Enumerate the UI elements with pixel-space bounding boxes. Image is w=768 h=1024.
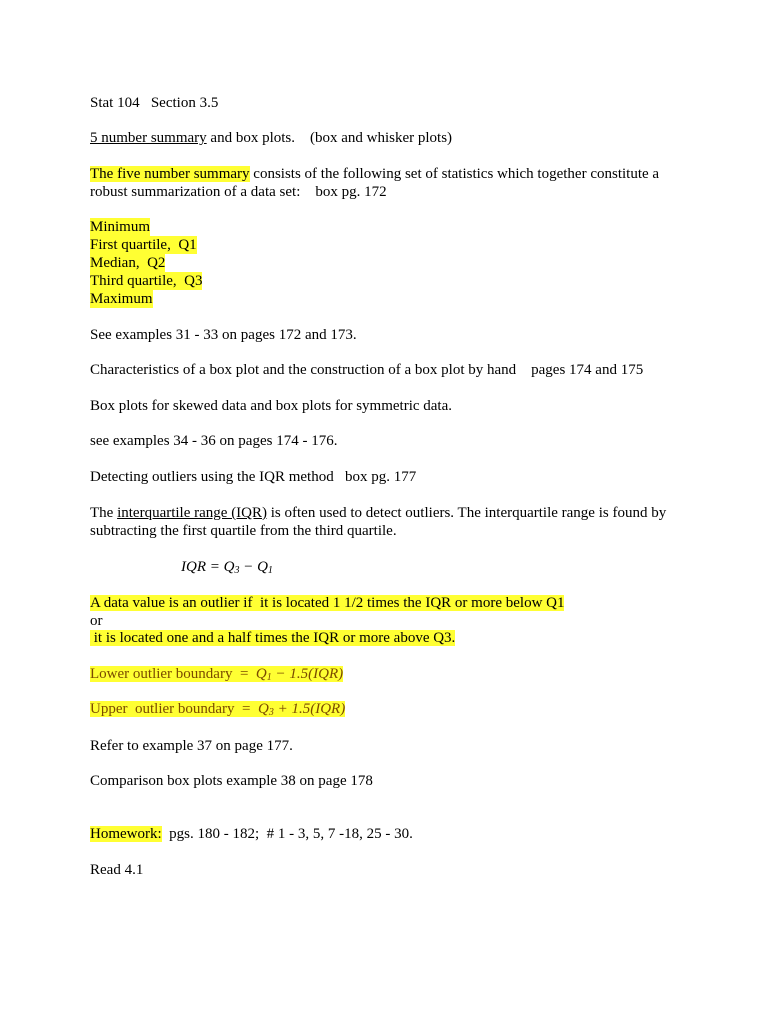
five-number-line-1 bbox=[90, 165, 659, 183]
comparison-paragraph: Comparison box plots example 38 on page 178 bbox=[90, 773, 373, 789]
formula-sub-1: 1 bbox=[267, 565, 273, 576]
stat-maximum: Maximum bbox=[90, 291, 153, 307]
course-heading bbox=[90, 94, 218, 112]
formula-lhs: IQR = Q bbox=[181, 559, 235, 575]
topic-line bbox=[90, 129, 452, 147]
five-number-line-2: robust summarization of a data set: box pg. 172 bbox=[90, 184, 387, 200]
lower-q: Q bbox=[255, 666, 267, 682]
upper-boundary-line bbox=[90, 700, 345, 718]
examples-34-paragraph: see examples 34 - 36 on pages 174 - 176. bbox=[90, 433, 338, 449]
upper-q: Q bbox=[258, 701, 269, 717]
skewed-paragraph: Box plots for skewed data and box plots for symmetric data. bbox=[90, 398, 453, 414]
outlier-rule-or: or bbox=[90, 613, 103, 629]
example-37-paragraph: Refer to example 37 on page 177. bbox=[90, 738, 293, 754]
lower-rest: − 1.5(IQR) bbox=[271, 666, 344, 682]
lower-boundary-line bbox=[90, 665, 343, 683]
outlier-rule-text-3: it is located one and a half times the IQR or more above Q3. bbox=[90, 630, 456, 646]
upper-boundary-highlight bbox=[90, 701, 345, 717]
five-number-highlight: The five number summary bbox=[90, 166, 250, 182]
stat-median: Median, Q2 bbox=[90, 255, 166, 271]
upper-rest: + 1.5(IQR) bbox=[273, 701, 346, 717]
section-number: Section 3.5 bbox=[150, 95, 219, 111]
lower-boundary-label: Lower outlier boundary = bbox=[90, 666, 256, 682]
homework-label: Homework: bbox=[90, 826, 162, 842]
stat-first-quartile: First quartile, Q1 bbox=[90, 237, 197, 253]
five-number-rest: consists of the following set of statistics which together constitute a bbox=[249, 166, 660, 182]
stat-third-quartile: Third quartile, Q3 bbox=[90, 273, 203, 289]
outlier-rule-text-1: A data value is an outlier if it is located 1 1/2 times the IQR or more below Q1 bbox=[90, 595, 565, 611]
lower-sub: 1 bbox=[266, 672, 272, 683]
formula-sub-3: 3 bbox=[234, 565, 240, 576]
outliers-paragraph: Detecting outliers using the IQR method box pg. 177 bbox=[90, 469, 417, 485]
iqr-pre: The bbox=[90, 505, 118, 521]
outlier-rule-line-1 bbox=[90, 594, 564, 612]
iqr-line-1 bbox=[90, 504, 666, 522]
upper-sub: 3 bbox=[268, 707, 274, 718]
stat-minimum: Minimum bbox=[90, 219, 151, 235]
formula-minus: − Q bbox=[239, 559, 268, 575]
characteristics-paragraph: Characteristics of a box plot and the construction of a box plot by hand pages 174 and 175 bbox=[90, 362, 644, 378]
lower-boundary-highlight bbox=[90, 666, 343, 682]
iqr-formula bbox=[181, 558, 273, 576]
upper-boundary-label: Upper outlier boundary = bbox=[90, 701, 259, 717]
read-line: Read 4.1 bbox=[90, 862, 144, 878]
topic-underlined: 5 number summary bbox=[90, 130, 207, 146]
homework-text: pgs. 180 - 182; # 1 - 3, 5, 7 -18, 25 - 30. bbox=[161, 826, 413, 842]
iqr-line-2: subtracting the first quartile from the third quartile. bbox=[90, 523, 397, 539]
iqr-term: interquartile range (IQR) bbox=[117, 505, 268, 521]
homework-line bbox=[90, 825, 413, 843]
outlier-rule-line-3 bbox=[90, 629, 455, 647]
examples-31-paragraph: See examples 31 - 33 on pages 172 and 173. bbox=[90, 327, 357, 343]
topic-rest: and box plots. (box and whisker plots) bbox=[206, 130, 453, 146]
iqr-rest: is often used to detect outliers. The interquartile range is found by bbox=[267, 505, 667, 521]
course-code: Stat 104 bbox=[90, 95, 140, 111]
